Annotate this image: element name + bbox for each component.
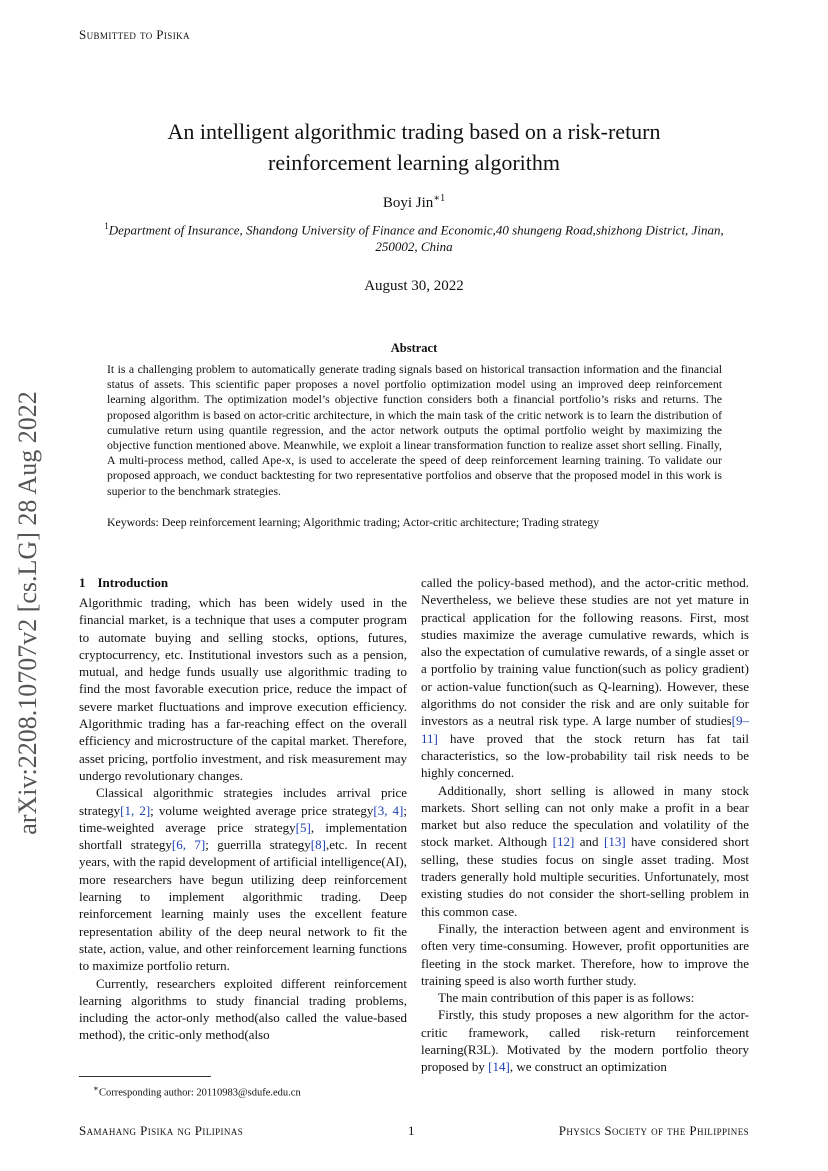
text-run: ,etc. In recent years, with the rapid development of artificial intelligence(AI), more researchers have begun utilizing deep reinforcement learning to implement algorithmic trading. Deep reinforcement learning mainly uses the excellent feature representation ability of the deep neural network to fit the state, action, value, and other reinforcement learning functions to maximize portfolio return. — [79, 837, 407, 974]
paragraph: Finally, the interaction between agent and environment is often very time-consuming. However, profit opportunities are fleeting in the stock market. Therefore, how to improve the training speed is also worth further study. — [421, 920, 749, 988]
footer-right: Physics Society of the Philippines — [558, 1123, 749, 1138]
title-line-2: reinforcement learning algorithm — [268, 150, 560, 175]
citation-link[interactable]: [14] — [488, 1059, 510, 1075]
left-column — [79, 594, 407, 1044]
text-run: Firstly, this study proposes a new algorithm for the actor-critic framework, called risk-return reinforcement learning(R3L). Motivated by the modern portfolio theory proposed by — [421, 1007, 749, 1075]
arxiv-stamp[interactable] — [0, 360, 56, 865]
text-run: ; guerrilla strategy — [205, 837, 311, 853]
right-column — [421, 574, 749, 1076]
author-text: Boyi Jin — [382, 195, 434, 211]
paragraph — [421, 782, 749, 920]
running-head: Submitted to Pisika — [79, 27, 190, 42]
paragraph: Algorithmic trading, which has been widely used in the financial market, is a technique that uses a computer program to automate buying and selling stocks, options, futures, cryptocurrency, etc. Institutional investors such as a pension, mutual, and hedge funds usually use algorithmic trading to find the most favorable execution price, reduce the impact of severe market fluctuations and improve execution efficiency. Algorithmic trading has a far-reaching effect on the overall efficiency and microstructure of the capital market. Therefore, asset pricing, portfolio investment, and risk measurement may undergo revolutionary changes. — [79, 595, 407, 783]
paper-title — [0, 116, 828, 178]
citation-link[interactable]: [13] — [604, 834, 626, 850]
affiliation — [100, 218, 728, 255]
author-name — [0, 193, 828, 212]
text-run: have proved that the stock return has fat tail characteristics, so the low-probability tail risk needs to be highly concerned. — [421, 730, 749, 781]
citation-link[interactable]: [9–11] — [421, 713, 749, 746]
text-run: Classical algorithmic strategies includes arrival price strategy — [79, 785, 407, 818]
footnote-mark: ∗ — [93, 1083, 99, 1093]
citation-link[interactable]: [6, 7] — [171, 837, 206, 853]
title-line-1: An intelligent algorithmic trading based on a risk-return — [167, 119, 661, 144]
author-mark: ∗1 — [433, 193, 446, 204]
citation-link[interactable]: [8] — [310, 837, 326, 853]
text-run: and — [574, 834, 605, 850]
footnote-rule — [79, 1076, 211, 1077]
text-run: ; volume weighted average price strategy — [150, 802, 374, 818]
abstract-text: It is a challenging problem to automatically generate trading signals based on historical transaction information and the financial status of assets. This scientific paper proposes a novel portfolio optimization model using an improved deep reinforcement learning algorithm. The optimization model’s objective function considers both a financial portfolio’s risks and returns. The proposed algorithm is based on actor-critic architecture, in which the main task of the critic network is to learn the distribution of cumulative return using quantile regression, and the actor network outputs the optimal portfolio weight by maximizing the objective function mentioned above. Meanwhile, we exploit a linear transformation function to realize asset short selling. Finally, A multi-process method, called Ape-x, is used to accelerate the speed of deep reinforcement learning training. To validate our proposed approach, we conduct backtesting for two representative portfolios and observe that the proposed model in this work is superior to the benchmark strategies. — [107, 362, 722, 498]
paper-date: August 30, 2022 — [364, 278, 464, 294]
paragraph: The main contribution of this paper is as follows: — [438, 990, 695, 1006]
footnote — [93, 1083, 301, 1099]
keywords: Keywords: Deep reinforcement learning; Algorithmic trading; Actor-critic architecture; Trading strategy — [107, 515, 600, 529]
text-run: , implementation shortfall strategy — [79, 819, 407, 853]
text-run: Additionally, short selling is allowed in many stock markets. Short selling can not only make a profit in a bear market but also reduce the speculation and volatility of the stock market. Although — [421, 782, 749, 850]
text-run: called the policy-based method), and the actor-critic method. Nevertheless, we believe these studies are not yet mature in practical application for the following reasons. First, most studies maximize the average cumulative rewards, which is also the expectation of cumulative rewards, of a single asset or a portfolio by training value function(such as policy gradient) or action-value function(such as Q-learning). However, these algorithms do not consider the risk and are only suitable for investors as a neutral risk type. A large number of studies — [421, 575, 749, 729]
affiliation-text: Department of Insurance, Shandong University of Finance and Economic,40 shungeng Road,shizhong District, Jinan, 250002, China — [108, 222, 724, 255]
abstract-heading: Abstract — [390, 341, 438, 355]
affiliation-mark: 1 — [104, 221, 109, 231]
citation-link[interactable]: [5] — [295, 819, 311, 835]
citation-link[interactable]: [3, 4] — [373, 802, 404, 818]
page-number: 1 — [408, 1123, 415, 1138]
text-run: , we construct an optimization — [509, 1059, 667, 1075]
section-number: 1 — [79, 575, 86, 590]
text-run: have considered short selling, these studies focus on single asset trading. Most traders generally hold multiple securities. Unfortunately, most existing studies do not consider the short-selling problem in this common case. — [421, 834, 749, 919]
paragraph — [421, 574, 749, 782]
citation-link[interactable]: [12] — [552, 834, 575, 850]
arxiv-stamp-text: arXiv:2208.10707v2 [cs.LG] 28 Aug 2022 — [13, 390, 42, 835]
paragraph — [79, 784, 407, 974]
footer-left: Samahang Pisika ng Pilipinas — [79, 1123, 244, 1138]
section-heading — [79, 575, 168, 591]
paragraph — [421, 1006, 749, 1075]
text-run: ; time-weighted average price strategy — [79, 802, 407, 835]
section-title: Introduction — [97, 575, 169, 590]
citation-link[interactable]: [1, 2] — [120, 802, 151, 818]
footnote-text: Corresponding author: 20110983@sdufe.edu.cn — [98, 1087, 301, 1099]
paragraph: Currently, researchers exploited different reinforcement learning algorithms to study financial trading problems, including the actor-only method(also called the value-based method), the critic-only method(also — [79, 975, 407, 1043]
